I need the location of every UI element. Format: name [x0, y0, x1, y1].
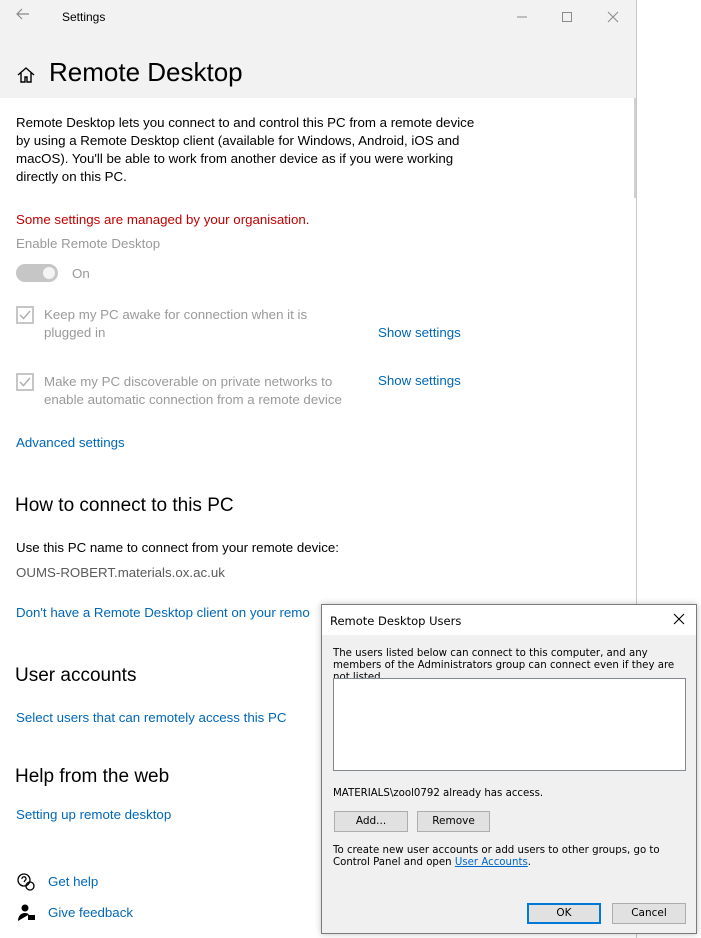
enable-remote-desktop-label: Enable Remote Desktop — [16, 236, 161, 251]
toggle-knob — [43, 267, 55, 279]
remove-button-label: Remove — [432, 815, 475, 827]
keep-awake-show-settings-link[interactable]: Show settings — [378, 325, 461, 340]
user-accounts-link[interactable]: User Accounts — [454, 857, 528, 868]
give-feedback-link[interactable]: Give feedback — [48, 905, 134, 920]
enable-remote-desktop-toggle[interactable] — [16, 264, 58, 282]
connect-heading: How to connect to this PC — [15, 495, 234, 516]
home-icon[interactable] — [16, 65, 36, 85]
keep-awake-checkbox[interactable] — [16, 306, 34, 324]
setup-remote-desktop-link[interactable]: Setting up remote desktop — [16, 807, 172, 822]
connect-instruction: Use this PC name to connect from your remote device: — [16, 540, 339, 555]
window-title: Settings — [62, 10, 106, 24]
add-button-label: Add... — [355, 815, 387, 827]
page-title: Remote Desktop — [49, 57, 243, 87]
remote-desktop-users-dialog — [321, 604, 697, 934]
remove-user-button[interactable] — [417, 811, 490, 832]
discoverable-checkbox[interactable] — [16, 373, 34, 391]
dialog-title: Remote Desktop Users — [330, 614, 462, 628]
select-users-link[interactable]: Select users that can remotely access this PC — [16, 710, 287, 725]
minimize-icon[interactable] — [502, 4, 542, 32]
dialog-title-bar — [322, 605, 696, 635]
advanced-settings-link[interactable]: Advanced settings — [16, 435, 125, 450]
maximize-icon[interactable] — [547, 4, 587, 32]
no-client-link[interactable]: Don't have a Remote Desktop client on your remo — [16, 605, 310, 620]
ok-button[interactable] — [527, 903, 601, 924]
cancel-button[interactable] — [612, 903, 686, 924]
close-icon[interactable] — [593, 4, 633, 32]
keep-awake-label: Keep my PC awake for connection when it is plugged in — [44, 307, 308, 340]
dialog-footer-text — [333, 845, 689, 869]
toggle-state-label: On — [72, 266, 90, 281]
cancel-button-label: Cancel — [631, 907, 667, 919]
scrollbar[interactable] — [634, 98, 636, 198]
discoverable-label: Make my PC discoverable on private networks to enable automatic connection from a remote device — [44, 374, 342, 407]
users-list[interactable] — [333, 678, 686, 771]
dialog-intro: The users listed below can connect to this computer, and any members of the Administrators group can connect even if they are — [333, 648, 675, 671]
user-accounts-heading: User accounts — [15, 665, 137, 686]
back-arrow-icon[interactable] — [10, 6, 36, 30]
add-user-button[interactable] — [334, 811, 408, 832]
get-help-link[interactable]: Get help — [48, 874, 99, 889]
footer-suffix: . — [527, 857, 532, 868]
title-bar — [0, 0, 636, 36]
discoverable-show-settings-link[interactable]: Show settings — [378, 373, 461, 388]
ok-button-label: OK — [556, 907, 572, 919]
help-heading: Help from the web — [15, 766, 170, 787]
managed-warning: Some settings are managed by your organisation. — [16, 212, 310, 227]
get-help-icon — [16, 872, 36, 892]
page-description: Remote Desktop lets you connect to and control this PC from a remote device by using a Remote Desktop client (available for Windows, Android, iOS and macOS). You'll be able to work from another device as if you were working directly on this PC. — [16, 115, 475, 184]
footer-prefix: To create new user accounts or add users to other groups, go to Control Panel and open — [333, 845, 660, 868]
access-note: MATERIALS\zool0792 already has access. — [333, 788, 544, 799]
dialog-close-icon[interactable] — [668, 609, 690, 631]
give-feedback-icon — [16, 903, 36, 923]
pc-name: OUMS-ROBERT.materials.ox.ac.uk — [16, 565, 225, 580]
